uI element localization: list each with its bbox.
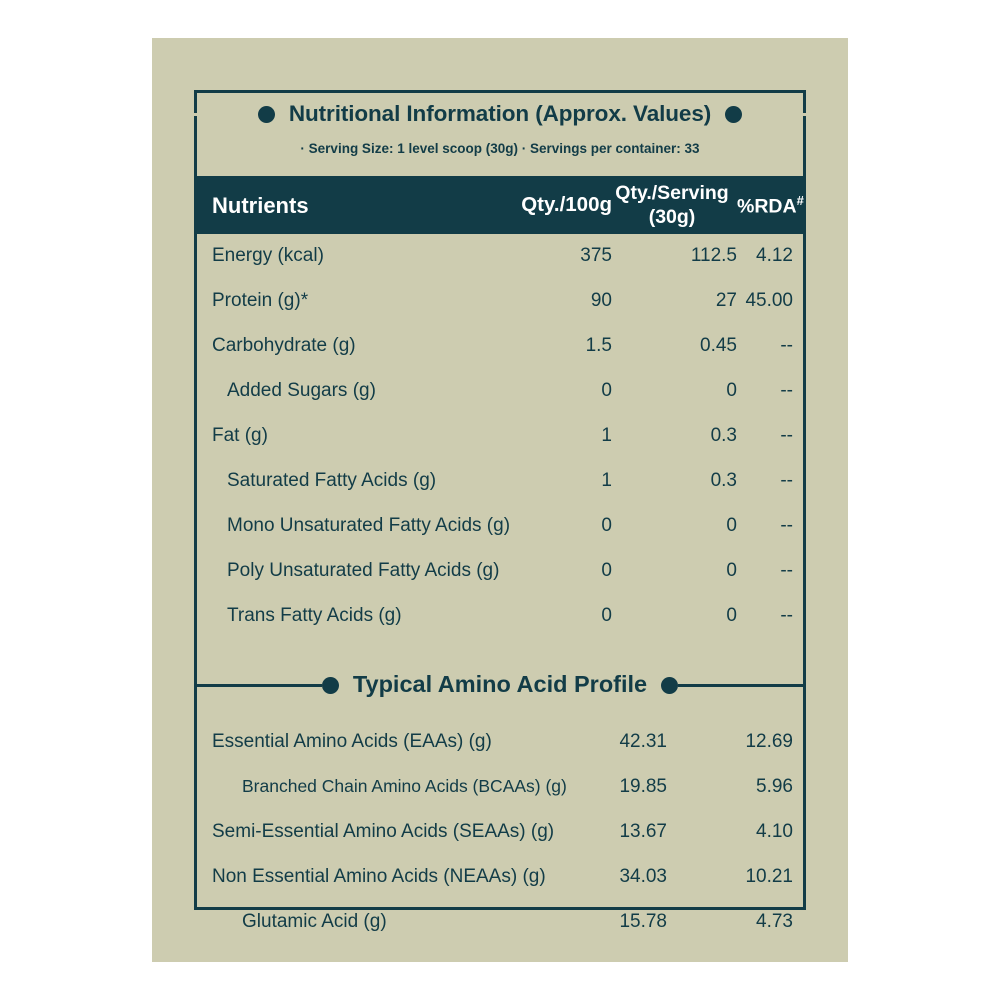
column-header-nutrients: Nutrients bbox=[212, 193, 309, 218]
table-row bbox=[197, 369, 803, 414]
amino-rule-left bbox=[197, 684, 322, 687]
table-row bbox=[197, 765, 803, 810]
nutrient-rda: -- bbox=[780, 470, 793, 491]
nutrient-rda: -- bbox=[780, 560, 793, 581]
amino-dot-right-icon bbox=[661, 677, 678, 694]
nutrient-rda: 45.00 bbox=[745, 290, 793, 311]
nutrient-qty-serving: 112.5 bbox=[690, 245, 737, 266]
nutrient-name: Protein (g)* bbox=[212, 290, 309, 311]
amino-name: Semi-Essential Amino Acids (SEAAs) (g) bbox=[212, 821, 555, 842]
nutrient-rda: -- bbox=[780, 515, 793, 536]
amino-name: Non Essential Amino Acids (NEAAs) (g) bbox=[212, 866, 546, 887]
nutrient-qty-serving: 0.3 bbox=[710, 425, 737, 446]
title-dot-right-icon bbox=[725, 106, 742, 123]
title-rule-left bbox=[194, 113, 258, 116]
table-row bbox=[197, 279, 803, 324]
nutrient-name: Carbohydrate (g) bbox=[212, 335, 356, 356]
nutrient-qty-100g: 90 bbox=[590, 290, 612, 311]
amino-qty-100g: 15.78 bbox=[619, 911, 667, 932]
label-panel bbox=[152, 38, 848, 962]
column-header-qty-serving-line1: Qty./Serving bbox=[615, 182, 729, 204]
column-header-rda bbox=[737, 193, 804, 219]
page-title: Nutritional Information (Approx. Values) bbox=[275, 103, 725, 126]
amino-section-heading: Typical Amino Acid Profile bbox=[352, 671, 648, 698]
nutrient-qty-100g: 0 bbox=[601, 560, 612, 581]
amino-name: Glutamic Acid (g) bbox=[242, 911, 387, 932]
nutrient-qty-serving: 0 bbox=[726, 605, 737, 626]
nutrient-qty-serving: 0 bbox=[726, 515, 737, 536]
serving-info: · Serving Size: 1 level scoop (30g) · Servings per container: 33 bbox=[300, 141, 700, 156]
nutrient-qty-100g: 0 bbox=[601, 515, 612, 536]
nutrient-name: Added Sugars (g) bbox=[227, 380, 376, 401]
amino-qty-serving: 4.10 bbox=[756, 821, 793, 842]
amino-qty-100g: 34.03 bbox=[619, 866, 667, 887]
amino-name: Essential Amino Acids (EAAs) (g) bbox=[212, 731, 492, 752]
nutrient-qty-serving: 27 bbox=[715, 290, 737, 311]
nutrient-name: Fat (g) bbox=[212, 425, 268, 446]
table-row bbox=[197, 855, 803, 900]
nutrient-rda: -- bbox=[780, 335, 793, 356]
nutrient-qty-100g: 1 bbox=[601, 425, 612, 446]
nutrient-qty-100g: 1.5 bbox=[585, 335, 612, 356]
amino-qty-100g: 13.67 bbox=[619, 821, 667, 842]
amino-dot-left-icon bbox=[322, 677, 339, 694]
amino-name: Branched Chain Amino Acids (BCAAs) (g) bbox=[242, 776, 567, 796]
nutrient-table-body bbox=[197, 234, 803, 639]
amino-qty-serving: 4.73 bbox=[756, 911, 793, 932]
nutrient-qty-100g: 1 bbox=[601, 470, 612, 491]
nutrient-rda: -- bbox=[780, 425, 793, 446]
table-row bbox=[197, 234, 803, 279]
table-row bbox=[197, 900, 803, 945]
nutrient-qty-serving: 0.45 bbox=[700, 335, 737, 356]
nutrient-name: Poly Unsaturated Fatty Acids (g) bbox=[227, 560, 500, 581]
column-header-rda-superscript: # bbox=[796, 193, 804, 208]
nutrient-qty-serving: 0 bbox=[726, 560, 737, 581]
amino-table-body bbox=[197, 720, 803, 945]
nutrient-qty-100g: 0 bbox=[601, 380, 612, 401]
nutrient-name: Energy (kcal) bbox=[212, 245, 324, 266]
amino-qty-serving: 5.96 bbox=[756, 776, 793, 797]
amino-qty-serving: 10.21 bbox=[745, 866, 793, 887]
title-dot-left-icon bbox=[258, 106, 275, 123]
table-row bbox=[197, 459, 803, 504]
nutrient-qty-serving: 0.3 bbox=[710, 470, 737, 491]
nutrient-rda: 4.12 bbox=[756, 245, 793, 266]
table-row bbox=[197, 504, 803, 549]
nutrient-name: Mono Unsaturated Fatty Acids (g) bbox=[227, 515, 511, 536]
nutrient-rda: -- bbox=[780, 605, 793, 626]
table-row bbox=[197, 594, 803, 639]
nutrient-name: Saturated Fatty Acids (g) bbox=[227, 470, 437, 491]
table-row bbox=[197, 549, 803, 594]
table-row bbox=[197, 324, 803, 369]
column-header-qty-serving-line2: (30g) bbox=[648, 206, 696, 229]
nutrient-rda: -- bbox=[780, 380, 793, 401]
title-rule-right bbox=[742, 113, 806, 116]
column-header-rda-text: %RDA bbox=[737, 195, 797, 218]
nutrient-qty-100g: 0 bbox=[601, 605, 612, 626]
amino-section-heading-row bbox=[197, 663, 803, 707]
nutrient-name: Trans Fatty Acids (g) bbox=[227, 605, 402, 626]
table-row bbox=[197, 720, 803, 765]
amino-qty-100g: 42.31 bbox=[619, 731, 667, 752]
table-row bbox=[197, 810, 803, 855]
nutrient-qty-serving: 0 bbox=[726, 380, 737, 401]
amino-qty-serving: 12.69 bbox=[745, 731, 793, 752]
column-header-qty-serving bbox=[607, 181, 737, 230]
amino-rule-right bbox=[678, 684, 803, 687]
table-header bbox=[197, 176, 803, 234]
amino-qty-100g: 19.85 bbox=[619, 776, 667, 797]
table-row bbox=[197, 414, 803, 459]
label-title-row bbox=[194, 94, 806, 134]
column-header-qty-100g: Qty./100g bbox=[521, 193, 612, 216]
nutrient-qty-100g: 375 bbox=[580, 245, 612, 266]
